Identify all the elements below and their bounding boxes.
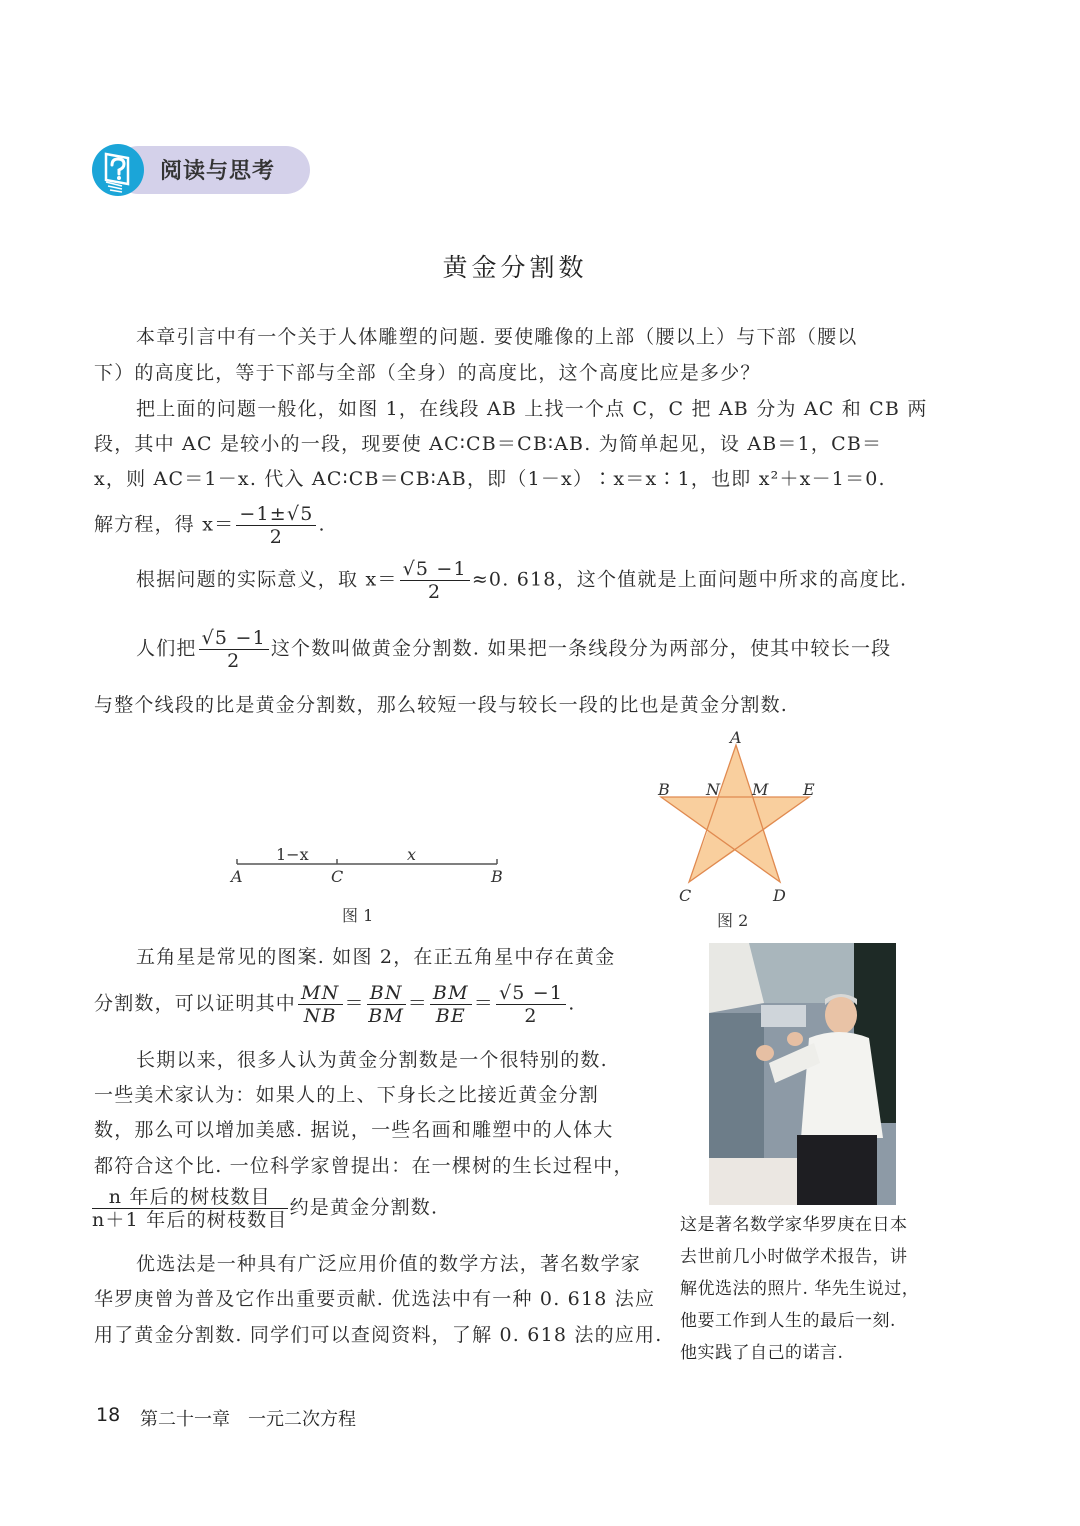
page-number: 18 <box>96 1404 121 1426</box>
text: 解方程，得 x＝ <box>94 513 235 536</box>
photo-caption-line: 这是著名数学家华罗庚在日本 <box>680 1215 908 1235</box>
segment-label-left: 1−x <box>276 845 309 864</box>
denominator: 2 <box>428 581 442 603</box>
article-title: 黄金分割数 <box>442 253 588 282</box>
star-point-n: N <box>706 780 720 799</box>
text: 这个数叫做黄金分割数. 如果把一条线段分为两部分，使其中较长一段 <box>270 637 892 660</box>
paragraph-line: 一些美术家认为：如果人的上、下身长之比接近黄金分割 <box>94 1084 600 1106</box>
photo-caption-line: 他实践了自己的诺言. <box>680 1343 844 1363</box>
text: ≈0. 618，这个值就是上面问题中所求的高度比. <box>471 568 908 591</box>
denominator: n＋1 年后的树枝数目 <box>92 1209 288 1231</box>
fraction-tree <box>92 1186 288 1231</box>
paragraph-line: 下）的高度比，等于下部与全部（全身）的高度比，这个高度比应是多少？ <box>94 362 761 384</box>
paragraph-line: 本章引言中有一个关于人体雕塑的问题. 要使雕像的上部（腰以上）与下部（腰以 <box>136 326 858 348</box>
star-point-e: E <box>803 780 815 799</box>
denominator: 2 <box>269 526 284 548</box>
star-point-b: B <box>658 780 670 799</box>
denominator: BM <box>368 1005 405 1027</box>
chapter-title: 第二十一章 一元二次方程 <box>140 1409 356 1430</box>
paragraph-line: 都符合这个比. 一位科学家曾提出：在一棵树的生长过程中， <box>94 1155 634 1177</box>
paragraph-line: 把上面的问题一般化，如图 1，在线段 AB 上找一个点 C，C 把 AB 分为 AC 和 CB 两 <box>136 398 928 420</box>
paragraph-line: x，则 AC＝1－x. 代入 AC∶CB＝CB∶AB，即（1－x）∶x＝x∶1，也即 x²＋x－1＝0. <box>94 468 886 490</box>
denominator: 2 <box>524 1005 538 1027</box>
paragraph-line: 数，那么可以增加美感. 据说，一些名画和雕塑中的人体大 <box>94 1119 614 1141</box>
star-point-d: D <box>773 886 786 905</box>
star-point-m: M <box>752 780 769 799</box>
numerator: MN <box>298 982 342 1005</box>
point-label-c: C <box>331 867 344 886</box>
figure-2-caption: 图 2 <box>717 911 749 930</box>
solution-line <box>94 503 326 548</box>
star-point-c: C <box>679 886 692 905</box>
ratio-line <box>94 982 575 1027</box>
paragraph-line: 与整个线段的比是黄金分割数，那么较短一段与较长一段的比也是黄金分割数. <box>94 694 789 716</box>
text: 根据问题的实际意义，取 x＝ <box>136 568 398 591</box>
fraction <box>236 503 316 548</box>
numerator: √5 −1 <box>199 627 269 650</box>
paragraph-line: 五角星是常见的图案. 如图 2，在正五角星中存在黄金 <box>136 946 616 968</box>
photo-caption-line: 他要工作到人生的最后一刻. <box>680 1311 896 1331</box>
fraction-bm-be <box>430 982 472 1027</box>
denominator: BE <box>435 1005 466 1027</box>
figure-1-segment <box>225 840 515 890</box>
definition-line <box>136 627 891 672</box>
photo-caption-line: 解优选法的照片. 华先生说过， <box>680 1279 920 1299</box>
segment-label-right: x <box>407 845 417 864</box>
numerator: BM <box>430 982 472 1005</box>
value-line <box>136 558 907 603</box>
badge-label: 阅读与思考 <box>160 159 276 184</box>
paragraph-line: 段，其中 AC 是较小的一段，现要使 AC∶CB＝CB∶AB. 为简单起见，设 AB＝1，CB＝ <box>94 433 883 455</box>
text: . <box>568 992 576 1015</box>
numerator: √5 −1 <box>400 558 470 581</box>
text: 人们把 <box>136 637 197 660</box>
point-label-a: A <box>231 867 243 886</box>
hua-luogeng-photo <box>709 943 896 1205</box>
text: 分割数，可以证明其中 <box>94 992 297 1015</box>
paragraph-line: 长期以来，很多人认为黄金分割数是一个很特别的数. <box>136 1049 608 1071</box>
text: . <box>318 513 326 536</box>
numerator: BN <box>367 982 406 1005</box>
denominator: 2 <box>227 650 241 672</box>
figure-1-caption: 图 1 <box>342 906 374 925</box>
point-label-b: B <box>491 867 503 886</box>
figure-2-pentagram <box>640 730 830 900</box>
paragraph-line: 用了黄金分割数. 同学们可以查阅资料，了解 0. 618 法的应用. <box>94 1324 663 1346</box>
denominator: NB <box>303 1005 337 1027</box>
equals: ＝ <box>407 992 428 1015</box>
equals: ＝ <box>344 992 365 1015</box>
paragraph-line: 华罗庚曾为普及它作出重要贡献. 优选法中有一种 0. 618 法应 <box>94 1288 656 1310</box>
question-book-icon <box>92 144 144 196</box>
fraction-golden <box>496 982 566 1027</box>
fraction-mn-nb <box>298 982 342 1027</box>
photo-caption-line: 去世前几小时做学术报告，讲 <box>680 1247 908 1267</box>
numerator: n 年后的树枝数目 <box>92 1186 288 1209</box>
section-badge <box>92 144 310 196</box>
equals: ＝ <box>473 992 494 1015</box>
text: 约是黄金分割数. <box>289 1196 439 1219</box>
numerator: −1±√5 <box>236 503 316 526</box>
numerator: √5 −1 <box>496 982 566 1005</box>
fraction <box>199 627 269 672</box>
fraction-bn-bm <box>367 982 406 1027</box>
tree-ratio-line <box>90 1186 438 1231</box>
star-point-a: A <box>730 728 742 747</box>
paragraph-line: 优选法是一种具有广泛应用价值的数学方法，著名数学家 <box>136 1253 642 1275</box>
fraction <box>400 558 470 603</box>
